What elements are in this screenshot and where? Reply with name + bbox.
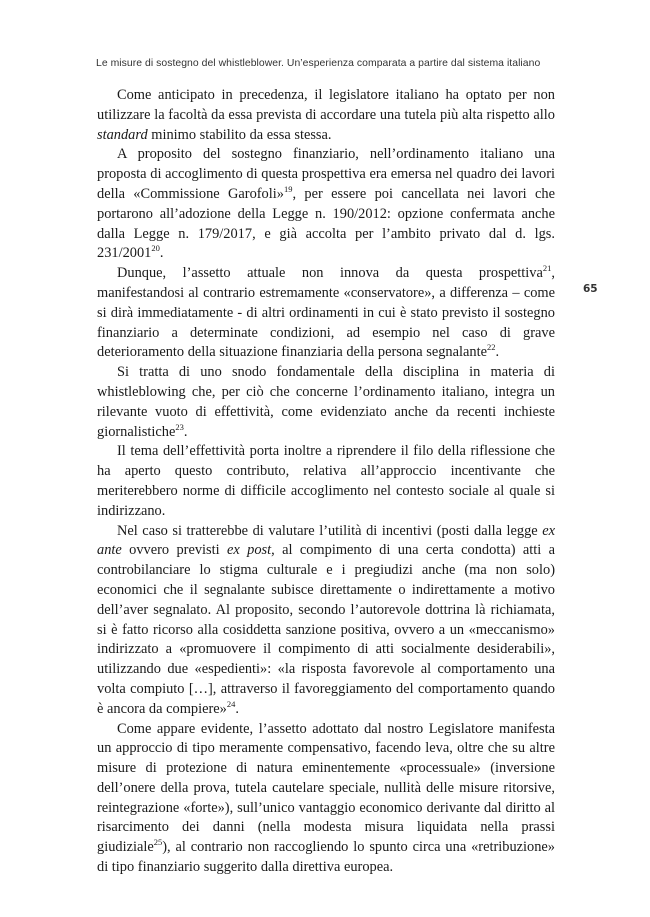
paragraph — [97, 720, 555, 878]
text-run: . — [183, 423, 188, 440]
body-text — [97, 86, 555, 878]
footnote-ref: 24 — [226, 698, 236, 709]
paragraph — [97, 264, 555, 363]
italic-text: ex ante — [97, 522, 555, 559]
text-run: , manifestandosi al contrario estremamente «conservatore», a differenza – come si dirà immediatamente - di altri ordinamenti in cui è stato previsto il sostegno finanziario a determinate condizioni, ad esempio nel caso di grave deterioramento della situazione finanziaria della persona segnalante — [97, 265, 555, 361]
italic-text: standard — [97, 126, 148, 143]
paragraph — [97, 145, 555, 264]
text-run: , al compimento di una certa condotta) atti a controbilanciare lo stigma culturale e i pregiudizi anche (ma non solo) economici che il segnalante subisce direttamente o indirettamente a motivo dell’aver segnalato. Al proposito, secondo l’autorevole dottrina là richiamata, si è fatto ricorso alla cosiddetta sanzione positiva, ovvero a un «meccanismo» indirizzato a «promuovere il compimento di atti socialmente desiderabili», utilizzando due «espedienti»: «la risposta favorevole al comportamento una volta compiuto […], attraverso il favoreggiamento del comportamento quando è ancora da compiere» — [97, 542, 555, 717]
paragraph — [97, 442, 555, 521]
running-head: Le misure di sostegno del whistleblower. Un’esperienza comparata a partire dal sistema italiano — [96, 58, 541, 69]
text-run: A proposito del sostegno finanziario, nell’ordinamento italiano una proposta di accoglimento di questa prospettiva era emersa nel quadro dei lavori della «Commissione Garofoli» — [97, 146, 555, 202]
text-run: Come appare evidente, l’assetto adottato dal nostro Legislatore manifesta un approccio di tipo meramente compensativo, facendo leva, oltre che su altre misure di protezione di natura eminentemente «processuale» (inversione dell’onere della prova, tutela cautelare speciale, nullità delle misure ritorsive, reintegrazione «forte»), sull’unico vantaggio economico derivante dal diritto al risarcimento dei danni (nella modesta misura liquidata nella prassi giudiziale — [97, 720, 555, 856]
text-run: ), al contrario non raccogliendo lo spunto circa una «retribuzione» di tipo finanziario suggerito dalla direttiva europea. — [97, 839, 555, 876]
page-number: 65 — [583, 283, 598, 295]
text-run: Dunque, l’assetto attuale non innova da questa prospettiva — [117, 265, 543, 282]
footnote-ref: 19 — [283, 184, 293, 195]
text-run: Come anticipato in precedenza, il legislatore italiano ha optato per non utilizzare la facoltà da essa prevista di accordare una tutela più alta rispetto allo — [97, 87, 555, 123]
paragraph — [97, 363, 555, 442]
text-run: Il tema dell’effettività porta inoltre a riprendere il filo della riflessione che ha aperto questo contributo, relativa all’approccio incentivante che meriterebbero norme di difficile accoglimento nel contesto sociale al quale si indirizzano. — [97, 443, 555, 519]
text-run: . — [495, 344, 500, 361]
footnote-ref: 23 — [175, 421, 184, 432]
paragraph — [97, 86, 555, 145]
text-run: . — [159, 245, 164, 262]
text-run: , per essere poi cancellata nei lavori che portarono all’adozione della Legge n. 190/2012: opzione confermata anche dalla Legge n. 179/2017, e già accolta per l’ambito privato dal d. lgs. 231/2001 — [97, 185, 555, 262]
footnote-ref: 21 — [542, 263, 552, 274]
italic-text: ex post — [227, 542, 272, 559]
text-run: Si tratta di uno snodo fondamentale della disciplina in materia di whistleblowing che, per ciò che concerne l’ordinamento italiano, integra un rilevante vuoto di effettività, come evidenziato anche da recenti inchieste giornalistiche — [97, 364, 555, 440]
paragraph — [97, 522, 555, 720]
footnote-ref: 20 — [151, 243, 160, 254]
text-run: Nel caso si tratterebbe di valutare l’utilità di incentivi (posti dalla legge — [117, 522, 543, 539]
text-run: ovvero previsti — [121, 542, 227, 559]
footnote-ref: 25 — [153, 837, 163, 848]
text-run: minimo stabilito da essa stessa. — [147, 126, 332, 143]
footnote-ref: 22 — [486, 342, 496, 353]
text-run: . — [235, 700, 239, 717]
